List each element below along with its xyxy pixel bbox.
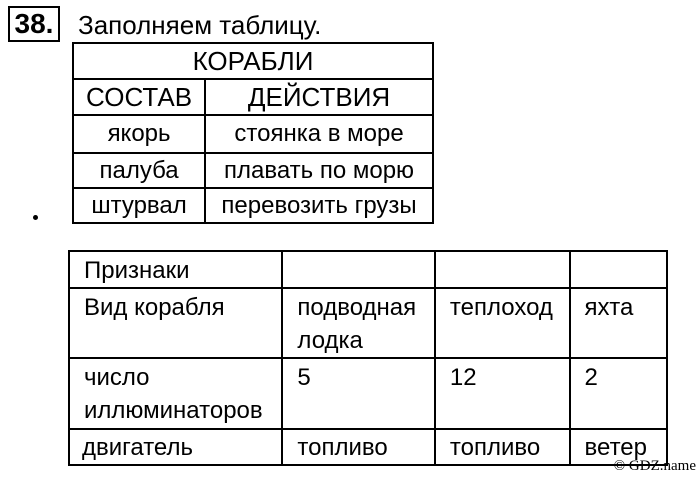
features-empty-cell [570,251,667,288]
bullet-dot [33,215,38,220]
features-row-label: Вид корабля [69,288,282,358]
features-cell: теплоход [435,288,570,358]
features-header-label: Признаки [69,251,282,288]
task-number: 38. [8,6,60,42]
features-table-header-row [69,251,667,288]
table-row [69,358,667,429]
ships-table-title: КОРАБЛИ [73,43,433,79]
features-cell: ветер [570,429,667,465]
ships-table-header-composition: СОСТАВ [73,79,205,115]
table-row [69,429,667,465]
ships-table-cell: перевозить грузы [205,188,433,223]
task-title: Заполняем таблицу. [78,10,322,40]
table-row [73,153,433,188]
table-row [73,188,433,223]
features-cell: яхта [570,288,667,358]
ships-table-cell: палуба [73,153,205,188]
watermark: © GDZ.name [613,458,696,474]
features-empty-cell [282,251,435,288]
ships-table [72,42,434,224]
ships-table-cell: плавать по морю [205,153,433,188]
ships-table-cell: штурвал [73,188,205,223]
features-row-label: число иллюминаторов [69,358,282,429]
features-cell: подводная лодка [282,288,435,358]
table-row [69,288,667,358]
ships-table-cell: стоянка в море [205,115,433,153]
features-cell: 2 [570,358,667,429]
features-cell: 5 [282,358,435,429]
features-cell: 12 [435,358,570,429]
features-table [68,250,668,466]
ships-table-cell: якорь [73,115,205,153]
features-row-label: двигатель [69,429,282,465]
ships-table-title-row [73,43,433,79]
features-cell: топливо [282,429,435,465]
features-empty-cell [435,251,570,288]
table-row [73,115,433,153]
features-cell: топливо [435,429,570,465]
ships-table-header-row [73,79,433,115]
ships-table-header-actions: ДЕЙСТВИЯ [205,79,433,115]
